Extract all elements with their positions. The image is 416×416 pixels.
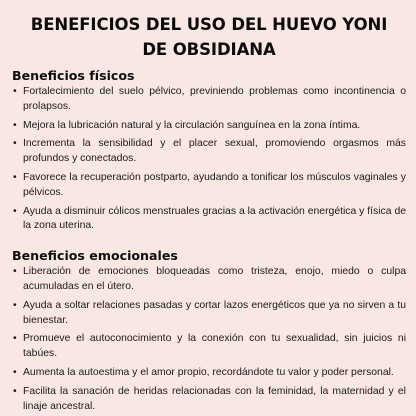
list-item	[12, 171, 406, 201]
bullet-icon: •	[13, 299, 17, 311]
bullet-icon: •	[13, 86, 17, 97]
page-title: BENEFICIOS DEL USO DEL HUEVO YONI DE OBSIDIANA	[30, 15, 388, 59]
bullet-icon: •	[13, 266, 17, 278]
list-item	[12, 265, 406, 295]
list-item-text: Aumenta la autoestima y el amor propio, recordándote tu valor y poder personal.	[23, 366, 394, 378]
emotional-benefits-list	[12, 265, 406, 414]
list-item	[12, 85, 406, 115]
bullet-icon: •	[13, 385, 17, 397]
list-item-text: Ayuda a disminuir cólicos menstruales gracias a la activación energética y física de la zona uterina.	[23, 205, 406, 232]
physical-benefits-section	[12, 68, 406, 234]
bullet-icon: •	[13, 366, 17, 378]
list-item	[12, 137, 406, 167]
list-item	[12, 299, 406, 329]
list-item-text: Incrementa la sensibilidad y el placer sexual, promoviendo orgasmos más profundos y conectados.	[23, 138, 406, 165]
emotional-benefits-section	[12, 248, 406, 414]
list-item	[12, 332, 406, 362]
list-item-text: Facilita la sanación de heridas relacionadas con la feminidad, la maternidad y el linaje ancestral.	[23, 385, 406, 412]
bullet-icon: •	[13, 333, 17, 345]
list-item	[12, 366, 406, 381]
list-item-text: Liberación de emociones bloqueadas como tristeza, enojo, miedo o culpa acumuladas en el útero.	[23, 266, 406, 292]
bullet-icon: •	[13, 119, 17, 131]
list-item	[12, 119, 406, 134]
list-item-text: Favorece la recuperación postparto, ayudando a tonificar los músculos vaginales y pélvicos.	[23, 171, 406, 198]
section-heading-emotional: Beneficios emocionales	[12, 248, 178, 264]
list-item-text: Mejora la lubricación natural y la circulación sanguínea en la zona íntima.	[23, 119, 361, 131]
list-item-text: Promueve el autoconocimiento y la conexión con tu sexualidad, sin juicios ni tabúes.	[23, 333, 406, 360]
list-item-text: Ayuda a soltar relaciones pasadas y cortar lazos energéticos que ya no sirven a tu bienestar.	[23, 299, 406, 326]
bullet-icon: •	[13, 205, 17, 217]
section-heading-physical: Beneficios físicos	[12, 68, 135, 83]
physical-benefits-list	[12, 85, 406, 234]
list-item	[12, 385, 406, 415]
list-item-text: Fortalecimiento del suelo pélvico, previniendo problemas como incontinencia o prolapsos.	[23, 86, 406, 112]
list-item	[12, 205, 406, 235]
bullet-icon: •	[13, 138, 17, 150]
bullet-icon: •	[13, 171, 17, 183]
